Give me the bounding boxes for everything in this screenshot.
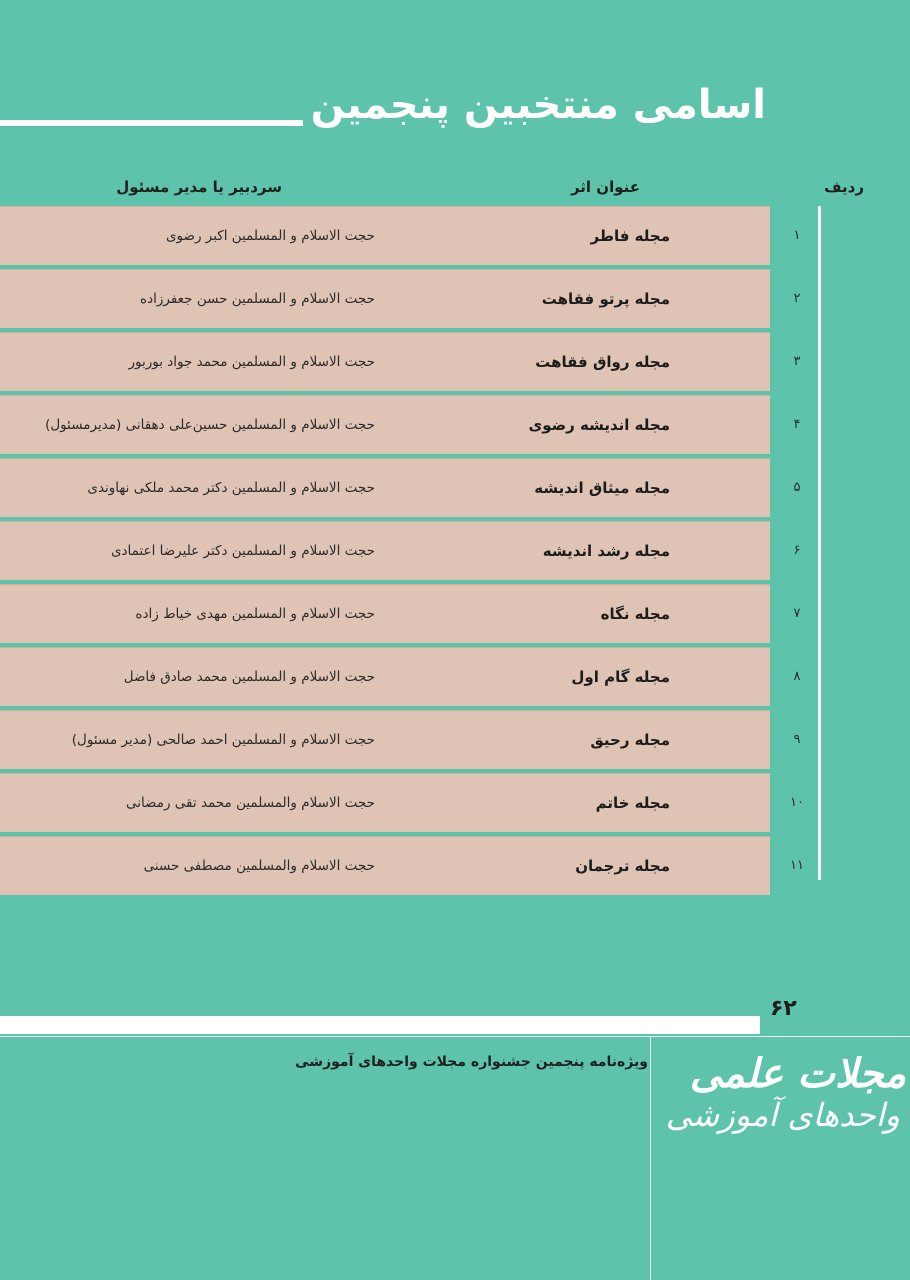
footer-band <box>0 1016 760 1034</box>
table-row <box>0 521 801 580</box>
row-number: ۴ <box>793 417 801 432</box>
footer-divider-vertical <box>650 1036 651 1280</box>
row-number: ۷ <box>793 606 801 621</box>
footer-divider-horizontal <box>0 1036 910 1037</box>
page-title: اسامی منتخبین پنجمین <box>303 82 772 128</box>
editor-name: حجت الاسلام والمسلمین مصطفی حسنی <box>143 858 375 874</box>
journal-title: مجله رشد اندیشه <box>542 542 670 560</box>
table-row <box>0 836 804 895</box>
table-row <box>0 584 801 643</box>
header-row-number: ردیف <box>824 178 864 196</box>
editor-name: حجت الاسلام و المسلمین احمد صالحی (مدیر مسئول) <box>71 732 375 748</box>
logo-text-top: مجلات علمی <box>689 1050 906 1097</box>
winners-table <box>0 206 804 895</box>
header-editor: سردبیر یا مدیر مسئول <box>116 178 282 196</box>
row-number: ۶ <box>793 543 801 558</box>
table-row <box>0 458 801 517</box>
journal-title: مجله میثاق اندیشه <box>534 479 670 497</box>
logo-text-bottom: واحدهای آموزشی <box>665 1096 900 1134</box>
row-number: ۲ <box>793 291 801 306</box>
journal-title: مجله رحیق <box>590 731 670 749</box>
footer-publication-note: ویژه‌نامه پنجمین جشنواره مجلات واحدهای آموزشی <box>295 1054 648 1070</box>
table-row <box>0 395 801 454</box>
table-row <box>0 710 801 769</box>
journal-title: مجله فاطر <box>590 227 670 245</box>
editor-name: حجت الاسلام و المسلمین دکتر محمد ملکی نهاوندی <box>87 480 375 496</box>
journal-title: مجله اندیشه رضوی <box>528 416 670 434</box>
journal-title: مجله ترجمان <box>575 857 670 875</box>
journal-title: مجله رواق فقاهت <box>535 353 670 371</box>
journal-title: مجله خاتم <box>595 794 670 812</box>
publication-logo <box>656 1050 906 1160</box>
editor-name: حجت الاسلام و المسلمین مهدی خیاط زاده <box>135 606 375 622</box>
journal-title: مجله پرتو فقاهت <box>541 290 670 308</box>
editor-name: حجت الاسلام و المسلمین محمد صادق فاضل <box>123 669 375 685</box>
row-number: ۱۱ <box>790 858 804 873</box>
table-row <box>0 206 801 265</box>
table-row <box>0 647 801 706</box>
editor-name: حجت الاسلام والمسلمین محمد تقی رمضانی <box>125 795 375 811</box>
row-number-divider <box>818 206 821 880</box>
table-row <box>0 332 801 391</box>
header-title: عنوان اثر <box>570 178 640 196</box>
row-number: ۱ <box>793 228 801 243</box>
journal-title: مجله گام اول <box>571 668 670 686</box>
table-row <box>0 773 804 832</box>
editor-name: حجت الاسلام و المسلمین دکتر علیرضا اعتمادی <box>110 543 375 559</box>
journal-title: مجله نگاه <box>600 605 670 623</box>
row-number: ۹ <box>793 732 801 747</box>
editor-name: حجت الاسلام و المسلمین محمد جواد بوربور <box>128 354 375 370</box>
row-number: ۱۰ <box>790 795 804 810</box>
row-number: ۳ <box>793 354 801 369</box>
table-row <box>0 269 801 328</box>
editor-name: حجت الاسلام و المسلمین اکبر رضوی <box>165 228 375 244</box>
page-number: ۶۲ <box>770 996 797 1021</box>
row-number: ۸ <box>793 669 801 684</box>
editor-name: حجت الاسلام و المسلمین حسن جعفرزاده <box>140 291 375 307</box>
row-number: ۵ <box>793 480 801 495</box>
editor-name: حجت الاسلام و المسلمین حسین‌علی دهقانی (مدیرمسئول) <box>45 417 375 433</box>
